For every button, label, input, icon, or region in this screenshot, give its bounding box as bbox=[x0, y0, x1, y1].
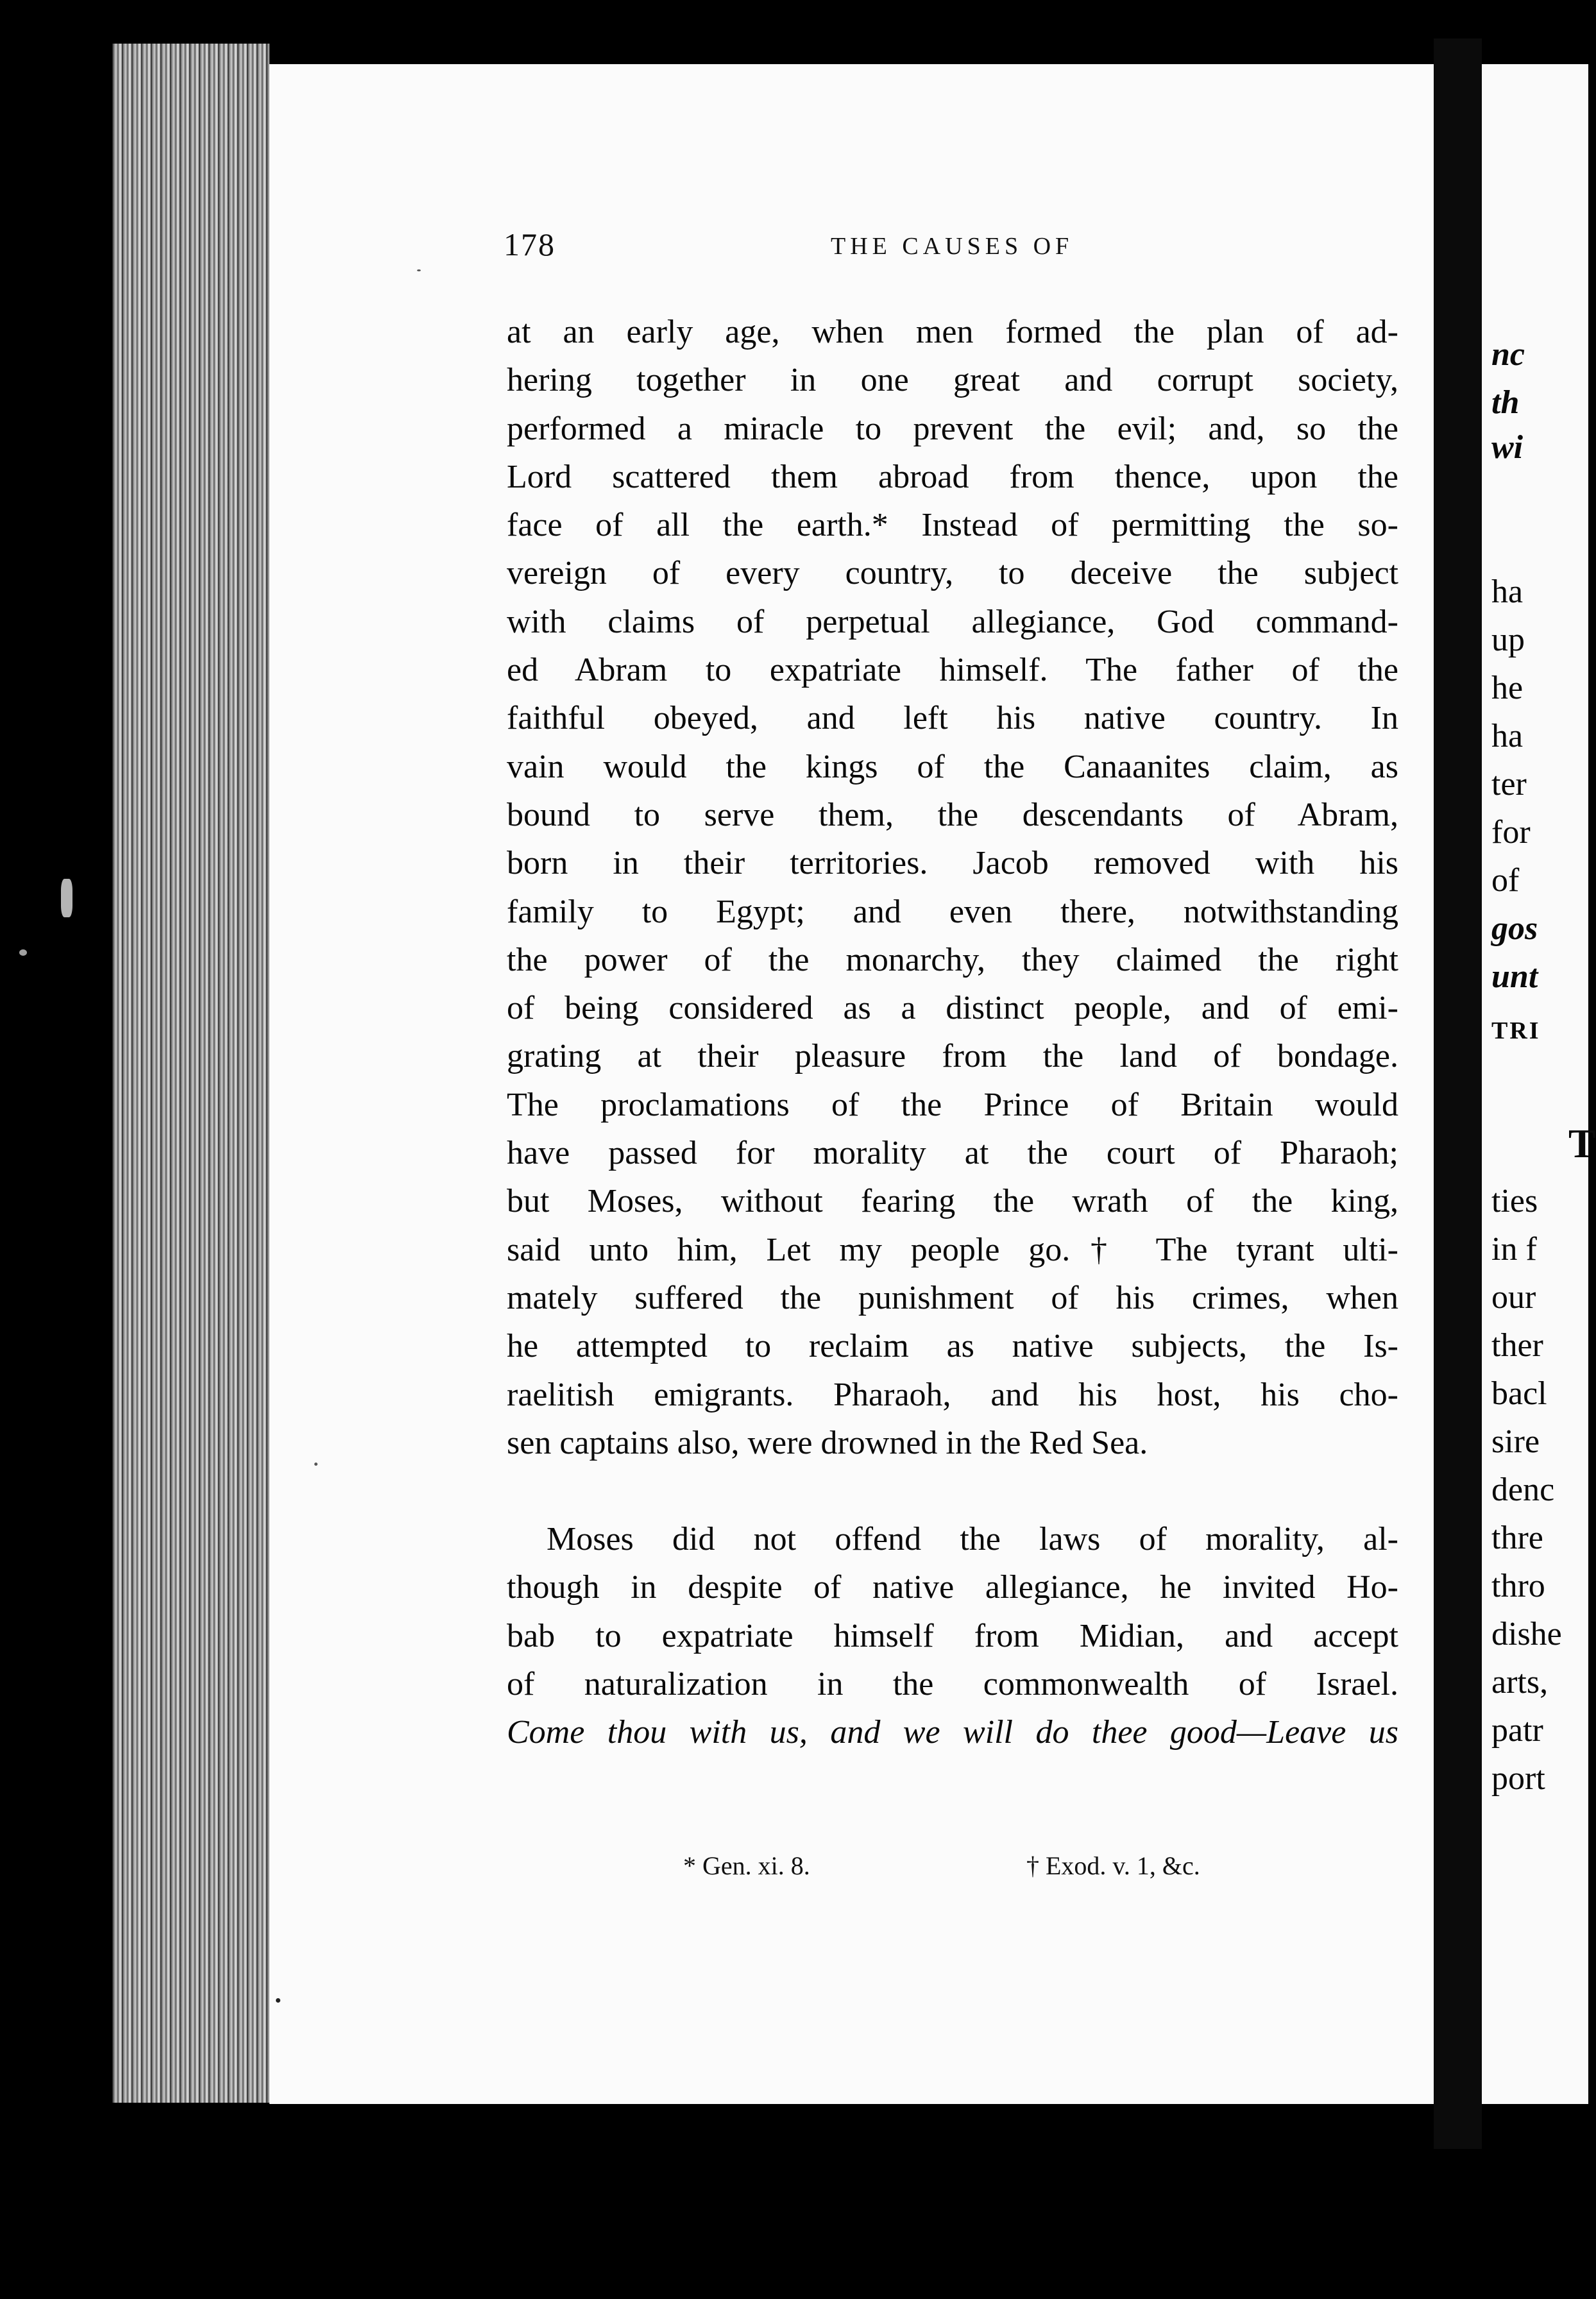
facing-page-fragment: port bbox=[1491, 1760, 1545, 1797]
text-line: faithful obeyed, and left his native country. In bbox=[507, 700, 1398, 737]
facing-page-fragment: for bbox=[1491, 814, 1531, 851]
footnotes bbox=[683, 1851, 1261, 1889]
facing-page-fragment: ha bbox=[1491, 718, 1524, 754]
facing-page-fragment: ter bbox=[1491, 766, 1527, 802]
facing-page-fragment: up bbox=[1491, 622, 1525, 658]
book-page-edges bbox=[112, 44, 269, 2103]
scan-speck bbox=[417, 269, 421, 271]
text-line: vain would the kings of the Canaanites claim, as bbox=[507, 748, 1398, 785]
facing-page-fragment: he bbox=[1491, 670, 1524, 706]
text-line: bound to serve them, the descendants of Abram, bbox=[507, 796, 1398, 833]
scan-speck bbox=[276, 1998, 280, 2003]
text-line: ed Abram to expatriate himself. The father of the bbox=[507, 652, 1398, 689]
scan-speck bbox=[314, 1463, 318, 1466]
footnote: † Exod. v. 1, &c. bbox=[1026, 1851, 1200, 1880]
text-line: performed a miracle to prevent the evil; and, so the bbox=[507, 410, 1398, 447]
running-title: THE CAUSES OF bbox=[831, 233, 1074, 260]
text-line: hering together in one great and corrupt society, bbox=[507, 362, 1398, 399]
facing-page-fragment: TRI bbox=[1491, 1017, 1541, 1044]
facing-page-fragment: dishe bbox=[1491, 1616, 1562, 1652]
facing-page-fragment: arts, bbox=[1491, 1664, 1549, 1701]
facing-page-fragment: gos bbox=[1491, 910, 1538, 947]
text-line: have passed for morality at the court of Pharaoh; bbox=[507, 1135, 1398, 1172]
facing-page-fragment: denc bbox=[1491, 1472, 1555, 1508]
footnote: * Gen. xi. 8. bbox=[683, 1851, 810, 1880]
text-line: said unto him, Let my people go.† The tyrant ulti- bbox=[507, 1231, 1398, 1268]
facing-page-fragment: ties bbox=[1491, 1183, 1538, 1219]
facing-page-fragment: our bbox=[1491, 1279, 1536, 1316]
text-line: though in despite of native allegiance, he invited Ho- bbox=[507, 1569, 1398, 1606]
facing-page-fragment: patr bbox=[1491, 1712, 1543, 1749]
facing-page-fragment: nc bbox=[1491, 336, 1525, 373]
facing-page-fragment: of bbox=[1491, 862, 1520, 899]
text-line: of naturalization in the commonwealth of Israel. bbox=[507, 1666, 1398, 1703]
text-line: Come thou with us, and we will do thee good—Leave us bbox=[507, 1714, 1398, 1751]
facing-page-fragment: sire bbox=[1491, 1423, 1540, 1460]
text-line: but Moses, without fearing the wrath of the king, bbox=[507, 1183, 1398, 1220]
facing-page-fragment: unt bbox=[1491, 958, 1538, 995]
scan-speck bbox=[19, 949, 27, 956]
text-line: grating at their pleasure from the land of bondage. bbox=[507, 1038, 1398, 1075]
book-gutter bbox=[1434, 38, 1482, 2149]
text-line: bab to expatriate himself from Midian, and accept bbox=[507, 1617, 1398, 1654]
text-line: Lord scattered them abroad from thence, upon the bbox=[507, 458, 1398, 495]
facing-page-fragment: bacl bbox=[1491, 1375, 1547, 1412]
facing-page-fragment: ther bbox=[1491, 1327, 1543, 1364]
text-line: family to Egypt; and even there, notwithstanding bbox=[507, 893, 1398, 930]
facing-page-fragment: ha bbox=[1491, 573, 1524, 610]
facing-page-fragment: thro bbox=[1491, 1568, 1545, 1604]
text-line: vereign of every country, to deceive the subject bbox=[507, 555, 1398, 592]
facing-page-fragment: wi bbox=[1491, 429, 1524, 466]
facing-page-fragment: in f bbox=[1491, 1231, 1537, 1268]
scan-speck bbox=[61, 879, 72, 917]
text-line: face of all the earth.* Instead of permitting the so- bbox=[507, 507, 1398, 544]
text-line: born in their territories. Jacob removed with his bbox=[507, 845, 1398, 882]
page-header bbox=[504, 226, 1414, 271]
body-text bbox=[507, 308, 1398, 1757]
text-line: mately suffered the punishment of his crimes, when bbox=[507, 1279, 1398, 1316]
facing-page-fragment: thre bbox=[1491, 1520, 1543, 1556]
text-line: Moses did not offend the laws of morality, al- bbox=[547, 1521, 1398, 1558]
page-number: 178 bbox=[504, 226, 556, 262]
facing-page-fragment: T bbox=[1568, 1121, 1596, 1166]
text-line: of being considered as a distinct people, and of emi- bbox=[507, 990, 1398, 1027]
text-line: sen captains also, were drowned in the Red Sea. bbox=[507, 1424, 1148, 1461]
text-line: raelitish emigrants. Pharaoh, and his host, his cho- bbox=[507, 1376, 1398, 1413]
text-line: with claims of perpetual allegiance, God command- bbox=[507, 603, 1398, 640]
text-line: at an early age, when men formed the plan of ad- bbox=[507, 314, 1398, 350]
paragraph-gap bbox=[507, 1467, 1398, 1515]
text-line: he attempted to reclaim as native subjects, the Is- bbox=[507, 1328, 1398, 1365]
facing-page-fragment: th bbox=[1491, 384, 1520, 421]
text-line: the power of the monarchy, they claimed the right bbox=[507, 941, 1398, 978]
text-line: The proclamations of the Prince of Britain would bbox=[507, 1086, 1398, 1123]
